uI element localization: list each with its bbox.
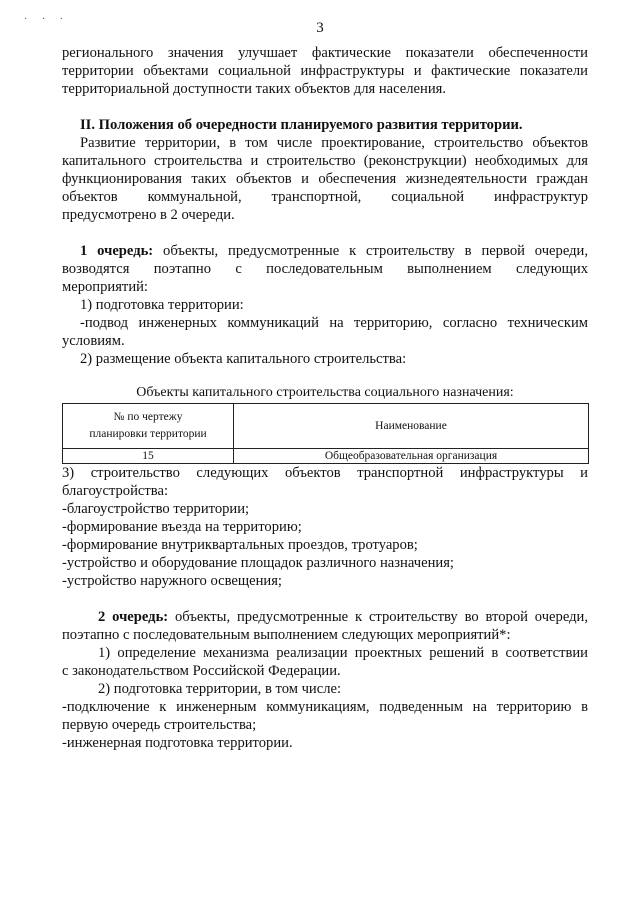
stage2-intro — [62, 608, 588, 626]
stage1-bullet: -устройство наружного освещения; — [62, 573, 282, 589]
section-para-line: Развитие территории, в том числе проектирование, строительство объектов — [80, 135, 588, 151]
intro-line: территории объектами социальной инфраструктуры и фактические показатели — [62, 63, 588, 79]
section-para-line: капитального строительства и строительство (реконструкции) необходимых для — [62, 153, 588, 169]
stage1-detail: условиям. — [62, 333, 125, 349]
table-header-row — [63, 404, 589, 449]
stage2-item: с законодательством Российской Федерации. — [62, 663, 341, 679]
stage1-bullet: -формирование внутриквартальных проездов, тротуаров; — [62, 537, 418, 553]
stage2-bullet: -подключение к инженерным коммуникациям, подведенным на территорию в — [62, 699, 588, 715]
intro-line: регионального значения улучшает фактические показатели обеспеченности — [62, 45, 588, 61]
stage1-bullet: -формирование въезда на территорию; — [62, 519, 302, 535]
stage1-item3: благоустройства: — [62, 483, 169, 499]
table-caption: Объекты капитального строительства социального назначения: — [136, 385, 514, 400]
stage1-item: 2) размещение объекта капитального строительства: — [80, 351, 407, 367]
row-number-cell: 15 — [63, 449, 234, 464]
header-name-cell: Наименование — [234, 404, 589, 449]
page-number: 3 — [316, 20, 324, 36]
table-row — [63, 449, 589, 464]
stage2-bullet: -инженерная подготовка территории. — [62, 735, 293, 751]
stage2-text: объекты, предусмотренные к строительству во второй очереди, — [168, 609, 588, 625]
section-para-line: объектов коммунальной, транспортной, социальной инфраструктур — [62, 189, 588, 205]
stage1-line: мероприятий: — [62, 279, 148, 295]
document-body — [62, 44, 588, 752]
header-number-cell — [63, 404, 234, 449]
stage2-item: 1) определение механизма реализации проектных решений в соответствии — [98, 645, 588, 661]
stage1-label: 1 очередь: — [80, 243, 154, 259]
scan-marks: · · · — [24, 14, 69, 25]
objects-table — [62, 403, 589, 464]
stage1-text: объекты, предусмотренные к строительству в первой очереди, — [153, 243, 588, 259]
stage2-label: 2 очередь: — [98, 609, 169, 625]
stage1-detail: -подвод инженерных коммуникаций на территорию, согласно техническим — [80, 315, 588, 331]
intro-line: территориальной доступности таких объектов для населения. — [62, 81, 447, 97]
stage1-item3: 3) строительство следующих объектов транспортной инфраструктуры и — [62, 465, 588, 481]
stage1-intro — [62, 242, 588, 260]
stage2-item: 2) подготовка территории, в том числе: — [98, 681, 342, 697]
stage1-line: возводятся поэтапно с последовательным выполнением следующих — [62, 261, 588, 277]
section-para-line: функционирования таких объектов и обеспечения жизнедеятельности граждан — [62, 171, 588, 187]
row-name-cell: Общеобразовательная организация — [234, 449, 589, 464]
header-number-line: планировки территории — [89, 428, 207, 440]
stage2-line: поэтапно с последовательным выполнением следующих мероприятий*: — [62, 627, 511, 643]
section-para-line: предусмотрено в 2 очереди. — [62, 207, 235, 223]
stage1-item: 1) подготовка территории: — [80, 297, 244, 313]
section-heading: II. Положения об очередности планируемого развития территории. — [80, 117, 523, 133]
stage1-bullet: -благоустройство территории; — [62, 501, 250, 517]
stage1-bullet: -устройство и оборудование площадок различного назначения; — [62, 555, 454, 571]
header-number-line: № по чертежу — [113, 411, 183, 423]
stage2-bullet: первую очередь строительства; — [62, 717, 257, 733]
